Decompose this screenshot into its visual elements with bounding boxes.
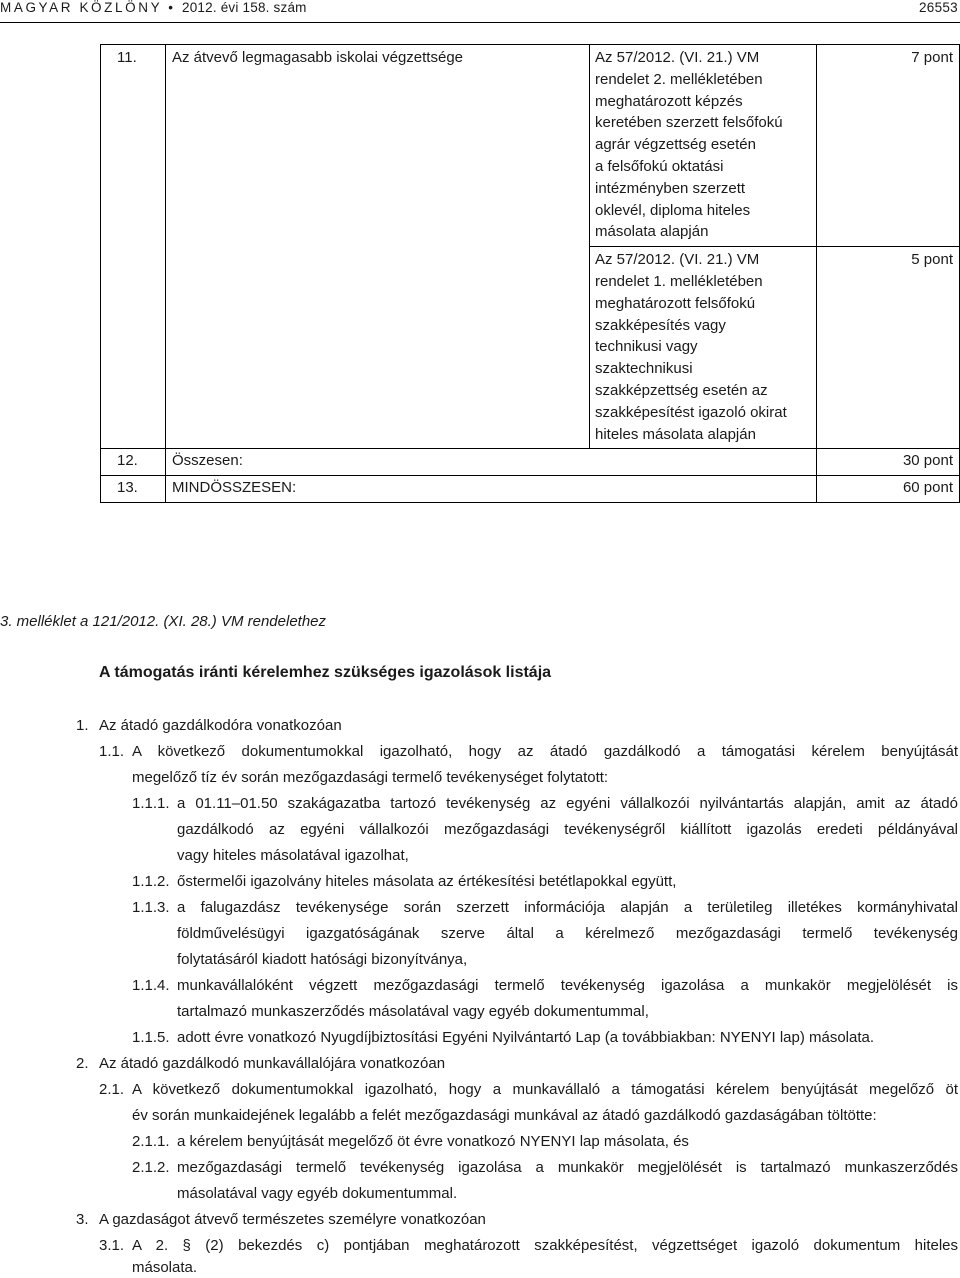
item-text-line: másolata. xyxy=(132,1259,198,1276)
item-text-line: folytatásáról kiadott hatósági bizonyítványa, xyxy=(177,951,468,968)
grand-total-label: MINDÖSSZESEN: xyxy=(166,476,817,503)
text-line: keretében szerzett felsőfokú xyxy=(595,114,783,132)
section-number: 3. xyxy=(76,1211,89,1228)
points-value: 7 pont xyxy=(817,45,960,247)
text-line: hiteles másolata alapján xyxy=(595,425,756,443)
header-rule xyxy=(0,22,960,23)
item-text-line: a 01.11–01.50 szakágazatba tartozó tevékenység az egyéni vállalkozói nyilvántartás alapján, amit az átadó xyxy=(177,795,958,812)
table-row xyxy=(101,476,960,503)
proof-basis xyxy=(590,247,817,449)
item-text-line: A következő dokumentumokkal igazolható, hogy a munkavállaló a támogatási kérelem benyújtását megelőző öt xyxy=(132,1081,958,1098)
item-text-line: a falugazdász tevékenysége során szerzett információja alapján a területileg illetékes kormányhivatal xyxy=(177,899,958,916)
item-text-line: év során munkaidejének legalább a felét mezőgazdasági munkával az átadó gazdálkodó gazdaságában töltötte: xyxy=(132,1107,877,1124)
page-header xyxy=(0,0,960,18)
item-text-line: gazdálkodó az egyéni vállalkozói mezőgazdasági tevékenységről kiállított igazolás eredeti példányával xyxy=(177,821,958,838)
text-line: agrár végzettség esetén xyxy=(595,136,756,154)
section-heading: Az átadó gazdálkodóra vonatkozóan xyxy=(99,717,342,734)
table-row xyxy=(101,45,960,247)
item-number: 1.1. xyxy=(99,743,125,760)
text-line: Az 57/2012. (VI. 21.) VM xyxy=(595,49,760,66)
text-line: meghatározott felsőfokú xyxy=(595,294,756,312)
points-value: 5 pont xyxy=(817,247,960,449)
item-number: 1.1.3. xyxy=(132,899,170,916)
text-line: szakképesítést igazoló okirat xyxy=(595,403,787,421)
journal-info xyxy=(0,0,307,15)
item-text-line: vagy hiteles másolatával igazolhat, xyxy=(177,847,409,864)
section-heading: A gazdaságot átvevő természetes személyre vonatkozóan xyxy=(99,1211,486,1228)
item-text-line: megelőző tíz év során mezőgazdasági termelő tevékenységet folytatott: xyxy=(132,769,609,786)
grand-total-points: 60 pont xyxy=(817,476,960,503)
text-line: a felsőfokú oktatási xyxy=(595,157,724,175)
section-number: 2. xyxy=(76,1055,89,1072)
text-line: szakképzettség esetén az xyxy=(595,381,768,399)
text-line: meghatározott képzés xyxy=(595,92,743,110)
row-number: 12. xyxy=(101,449,166,476)
item-number: 1.1.2. xyxy=(132,873,170,890)
row-number: 11. xyxy=(101,45,166,449)
text-line: Az 57/2012. (VI. 21.) VM xyxy=(595,251,760,269)
row-number: 13. xyxy=(101,476,166,503)
item-number: 2.1.1. xyxy=(132,1133,170,1150)
text-line: szakképesítés vagy xyxy=(595,316,726,334)
item-number: 1.1.4. xyxy=(132,977,170,994)
item-text-line: tartalmazó munkaszerződés másolatával vagy egyéb dokumentummal, xyxy=(177,1003,649,1020)
score-table xyxy=(100,44,960,503)
subtotal-points: 30 pont xyxy=(817,449,960,476)
proof-basis xyxy=(590,45,817,247)
item-number: 2.1.2. xyxy=(132,1159,170,1176)
text-line: intézményben szerzett xyxy=(595,179,746,197)
table-row xyxy=(101,449,960,476)
annex-subtitle: 3. melléklet a 121/2012. (XI. 28.) VM rendelethez xyxy=(0,613,327,630)
item-number: 2.1. xyxy=(99,1081,125,1098)
bullet-separator: • xyxy=(168,0,176,15)
text-line: rendelet 1. mellékletében xyxy=(595,272,763,290)
item-text-line: adott évre vonatkozó Nyugdíjbiztosítási Egyéni Nyilvántartó Lap (a továbbiakban: NYENYI lap) másolata. xyxy=(177,1029,875,1046)
item-text-line: A 2. § (2) bekezdés c) pontjában meghatározott szakképesítést, végzettséget igazoló dokumentum hiteles xyxy=(132,1237,958,1254)
section-heading: Az átadó gazdálkodó munkavállalójára vonatkozóan xyxy=(99,1055,446,1072)
item-number: 1.1.5. xyxy=(132,1029,170,1046)
text-line: rendelet 2. mellékletében xyxy=(595,70,763,88)
text-line: oklevél, diploma hiteles xyxy=(595,201,751,219)
section-number: 1. xyxy=(76,717,89,734)
annex-title: A támogatás iránti kérelemhez szükséges igazolások listája xyxy=(99,664,552,681)
item-text-line: mezőgazdasági termelő tevékenység igazolása a munkakör megjelölését is tartalmazó munkaszerződés xyxy=(177,1159,958,1176)
item-text-line: A következő dokumentumokkal igazolható, hogy az átadó gazdálkodó a támogatási kérelem benyújtását xyxy=(132,743,958,760)
item-text-line: a kérelem benyújtását megelőző öt évre vonatkozó NYENYI lap másolata, és xyxy=(177,1133,689,1150)
text-line: szaktechnikusi xyxy=(595,360,693,378)
item-text-line: munkavállalóként végzett mezőgazdasági termelő tevékenység igazolása a munkakör megjelölését is xyxy=(177,977,958,994)
journal-name: MAGYAR KÖZLÖNY xyxy=(0,0,162,15)
text-line: technikusi vagy xyxy=(595,338,698,356)
page-number: 26553 xyxy=(918,0,958,15)
item-text-line: másolatával vagy egyéb dokumentummal. xyxy=(177,1185,458,1202)
criterion-label: Az átvevő legmagasabb iskolai végzettsége xyxy=(166,45,590,449)
item-number: 3.1. xyxy=(99,1237,125,1254)
issue-label: 2012. évi 158. szám xyxy=(181,0,307,15)
item-text-line: földművelésügyi igazgatóságának szerve által a kérelmező mezőgazdasági termelő tevékenység xyxy=(177,925,958,942)
subtotal-label: Összesen: xyxy=(166,449,817,476)
item-text-line: őstermelői igazolvány hiteles másolata az értékesítési betétlapokkal együtt, xyxy=(177,873,677,890)
item-number: 1.1.1. xyxy=(132,795,170,812)
text-line: másolata alapján xyxy=(595,223,709,241)
